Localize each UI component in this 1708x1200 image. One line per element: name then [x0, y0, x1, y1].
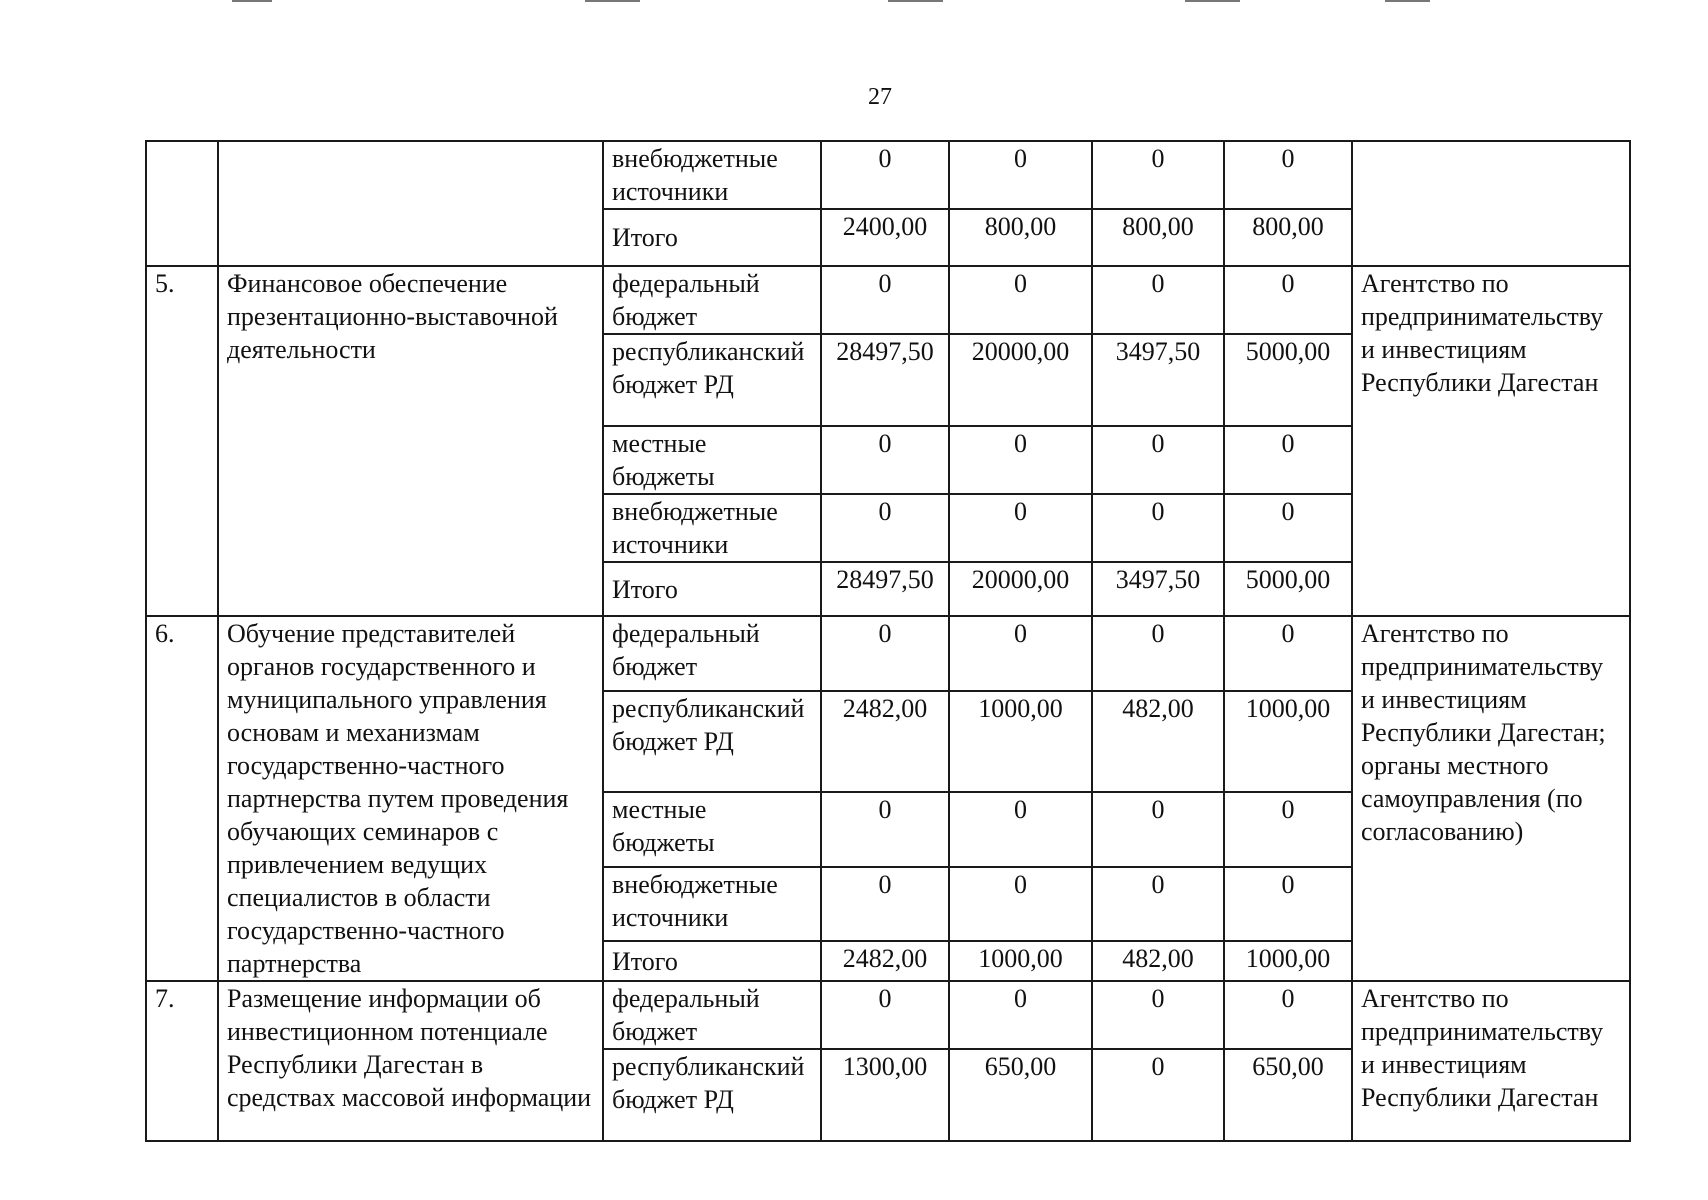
amount-cell: 1000,00 [1224, 691, 1352, 792]
funding-source: внебюджетные источники [603, 867, 821, 942]
executor: Агентство по предпринимательству и инвестициям Республики Дагестан [1352, 266, 1630, 616]
amount-cell: 0 [1092, 141, 1224, 209]
amount-cell: 0 [1224, 426, 1352, 494]
amount-cell: 5000,00 [1224, 334, 1352, 426]
table-row [146, 141, 1630, 209]
activity-name [218, 141, 603, 266]
amount-cell: 0 [949, 141, 1092, 209]
amount-cell: 0 [1224, 792, 1352, 867]
amount-cell: 0 [949, 867, 1092, 942]
funding-source: Итого [603, 941, 821, 981]
amount-cell: 0 [821, 494, 949, 562]
table-row [146, 981, 1630, 1049]
amount-cell: 800,00 [1224, 209, 1352, 266]
amount-cell: 0 [1092, 266, 1224, 334]
amount-cell: 3497,50 [1092, 562, 1224, 616]
amount-cell: 1000,00 [1224, 941, 1352, 981]
amount-cell: 0 [821, 616, 949, 691]
amount-cell: 1000,00 [949, 941, 1092, 981]
amount-cell: 0 [1224, 141, 1352, 209]
funding-source: местные бюджеты [603, 792, 821, 867]
amount-cell: 28497,50 [821, 562, 949, 616]
amount-cell: 650,00 [1224, 1049, 1352, 1141]
amount-cell: 0 [1092, 981, 1224, 1049]
scan-edge-marks [0, 0, 1708, 4]
amount-cell: 0 [1092, 494, 1224, 562]
amount-cell: 0 [1092, 792, 1224, 867]
amount-cell: 0 [821, 981, 949, 1049]
amount-cell: 3497,50 [1092, 334, 1224, 426]
amount-cell: 0 [1224, 266, 1352, 334]
item-number: 7. [146, 981, 218, 1141]
funding-source: федеральный бюджет [603, 981, 821, 1049]
executor: Агентство по предпринимательству и инвестициям Республики Дагестан; органы местного самоуправления (по согласованию) [1352, 616, 1630, 981]
amount-cell: 0 [949, 792, 1092, 867]
amount-cell: 0 [821, 867, 949, 942]
funding-source: местные бюджеты [603, 426, 821, 494]
amount-cell: 0 [1092, 426, 1224, 494]
amount-cell: 0 [821, 426, 949, 494]
item-number: 5. [146, 266, 218, 616]
amount-cell: 2482,00 [821, 691, 949, 792]
funding-source: республиканский бюджет РД [603, 691, 821, 792]
amount-cell: 0 [1092, 1049, 1224, 1141]
activity-name: Обучение представителей органов государственного и муниципального управления основам и механизмам государственно-частного партнерства путем проведения обучающих семинаров с привлечением ведущих специалистов в области государственно-частного партнерства [218, 616, 603, 981]
amount-cell: 482,00 [1092, 941, 1224, 981]
table-row [146, 616, 1630, 691]
page-number: 27 [868, 84, 892, 110]
amount-cell: 1300,00 [821, 1049, 949, 1141]
amount-cell: 20000,00 [949, 562, 1092, 616]
executor [1352, 141, 1630, 266]
amount-cell: 800,00 [1092, 209, 1224, 266]
funding-source: федеральный бюджет [603, 266, 821, 334]
amount-cell: 5000,00 [1224, 562, 1352, 616]
item-number: 6. [146, 616, 218, 981]
amount-cell: 1000,00 [949, 691, 1092, 792]
amount-cell: 0 [821, 266, 949, 334]
amount-cell: 0 [821, 792, 949, 867]
amount-cell: 20000,00 [949, 334, 1092, 426]
amount-cell: 482,00 [1092, 691, 1224, 792]
amount-cell: 0 [949, 426, 1092, 494]
amount-cell: 800,00 [949, 209, 1092, 266]
activity-name: Финансовое обеспечение презентационно-выставочной деятельности [218, 266, 603, 616]
funding-source: внебюджетные источники [603, 494, 821, 562]
amount-cell: 0 [1224, 981, 1352, 1049]
amount-cell: 0 [949, 266, 1092, 334]
amount-cell: 2482,00 [821, 941, 949, 981]
budget-table [145, 140, 1631, 1142]
amount-cell: 650,00 [949, 1049, 1092, 1141]
activity-name: Размещение информации об инвестиционном потенциале Республики Дагестан в средствах массовой информации [218, 981, 603, 1141]
amount-cell: 0 [949, 981, 1092, 1049]
funding-source: Итого [603, 562, 821, 616]
amount-cell: 0 [1224, 494, 1352, 562]
funding-source: внебюджетные источники [603, 141, 821, 209]
amount-cell: 2400,00 [821, 209, 949, 266]
executor: Агентство по предпринимательству и инвестициям Республики Дагестан [1352, 981, 1630, 1141]
amount-cell: 0 [1224, 867, 1352, 942]
amount-cell: 0 [1224, 616, 1352, 691]
funding-source: республиканский бюджет РД [603, 1049, 821, 1141]
amount-cell: 0 [821, 141, 949, 209]
funding-source: Итого [603, 209, 821, 266]
item-number [146, 141, 218, 266]
amount-cell: 0 [1092, 867, 1224, 942]
amount-cell: 0 [949, 616, 1092, 691]
amount-cell: 0 [949, 494, 1092, 562]
funding-source: федеральный бюджет [603, 616, 821, 691]
amount-cell: 0 [1092, 616, 1224, 691]
funding-source: республиканский бюджет РД [603, 334, 821, 426]
table-row [146, 266, 1630, 334]
amount-cell: 28497,50 [821, 334, 949, 426]
